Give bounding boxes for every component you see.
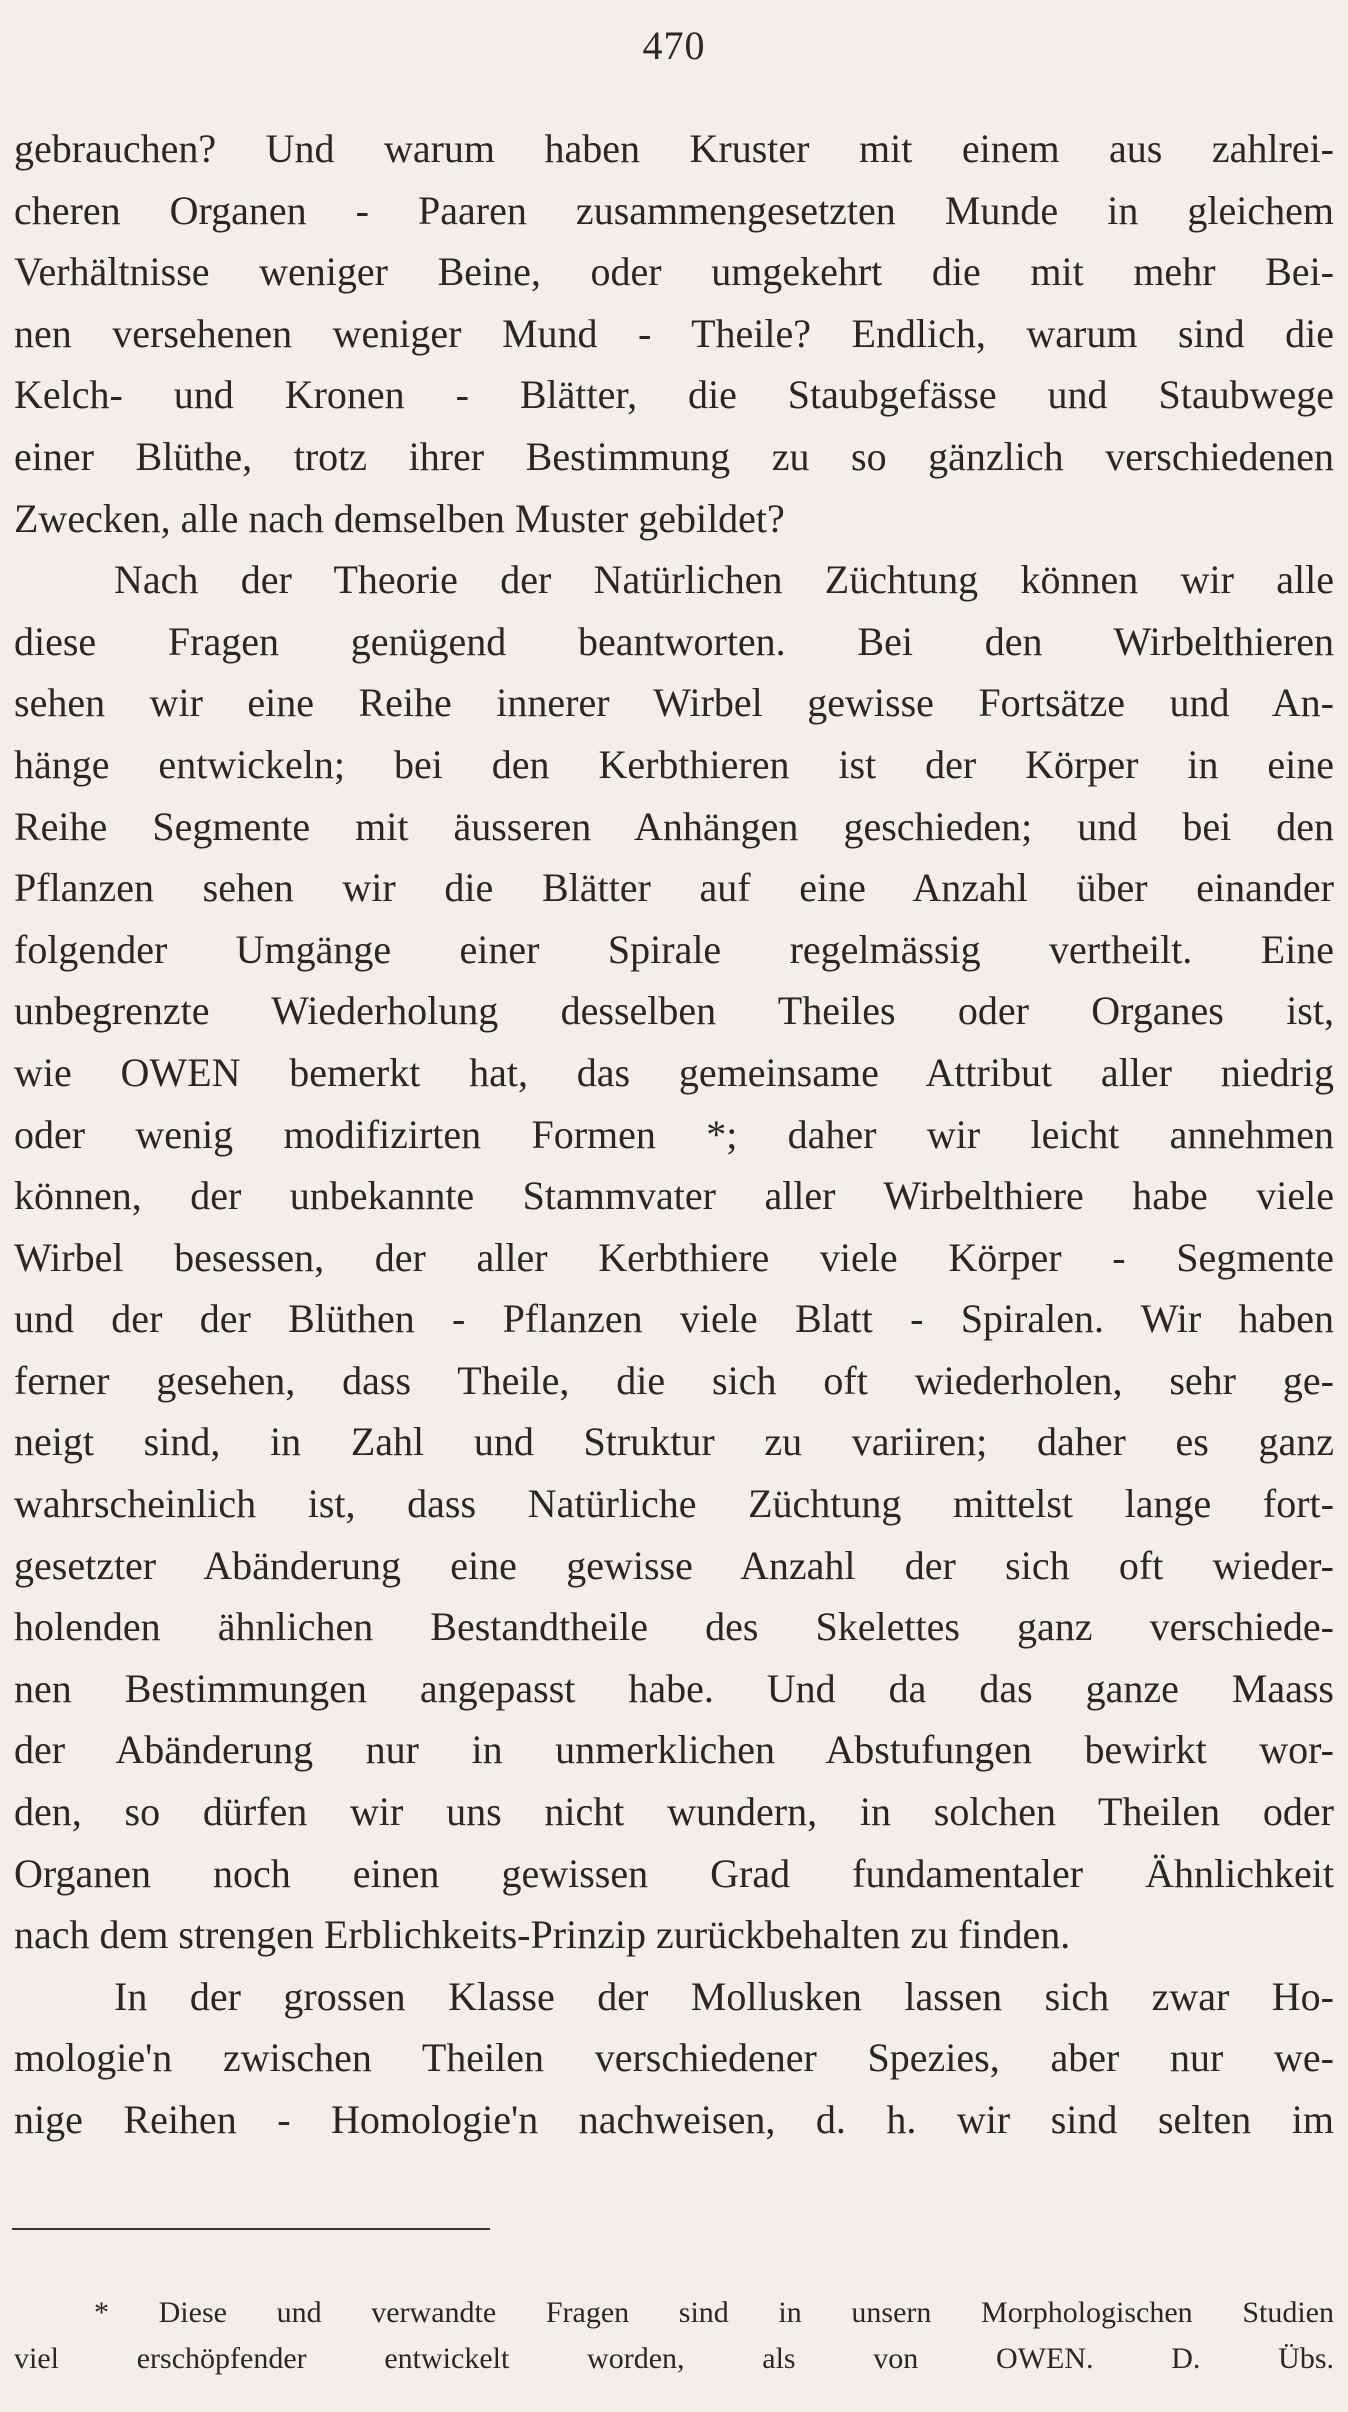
body-text [14,118,1334,2151]
text-line: den, so dürfen wir uns nicht wundern, in solchen Theilen oder [14,1789,1334,1835]
text-line: der Abänderung nur in unmerklichen Abstufungen bewirkt wor- [14,1727,1334,1773]
text-line: folgender Umgänge einer Spirale regelmässig vertheilt. Eine [14,926,1334,972]
text-line: gesetzter Abänderung eine gewisse Anzahl der sich oft wieder- [14,1542,1334,1588]
text-line: unbegrenzte Wiederholung desselben Theiles oder Organes ist, [14,988,1334,1034]
text-line: Verhältnisse weniger Beine, oder umgekehrt die mit mehr Bei- [14,249,1334,295]
text-line: holenden ähnlichen Bestandtheile des Skelettes ganz verschiede- [14,1604,1334,1650]
paragraph-start-line: Nach der Theorie der Natürlichen Züchtung können wir alle [114,557,1334,603]
text-line: Wirbel besessen, der aller Kerbthiere viele Körper - Segmente [14,1234,1334,1280]
text-line: oder wenig modifizirten Formen *; daher wir leicht annehmen [14,1111,1334,1157]
page-number: 470 [642,23,706,68]
paragraph-start-line: In der grossen Klasse der Mollusken lassen sich zwar Ho- [114,1973,1334,2019]
text-line: ferner gesehen, dass Theile, die sich oft wiederholen, sehr ge- [14,1357,1334,1403]
text-line: diese Fragen genügend beantworten. Bei den Wirbelthieren [14,618,1334,664]
text-line: nige Reihen - Homologie'n nachweisen, d. h. wir sind selten im [14,2097,1334,2142]
text-line: Organen noch einen gewissen Grad fundamentaler Ähnlichkeit [14,1850,1334,1896]
text-line: wie OWEN bemerkt hat, das gemeinsame Attribut aller niedrig [14,1049,1334,1095]
text-line: cheren Organen - Paaren zusammengesetzten Munde in gleichem [14,187,1334,233]
text-line: nen versehenen weniger Mund - Theile? Endlich, warum sind die [14,310,1334,356]
text-line: neigt sind, in Zahl und Struktur zu variiren; daher es ganz [14,1419,1334,1465]
text-line: nach dem strengen Erblichkeits-Prinzip zurückbehalten zu finden. [14,1912,1071,1958]
text-line: gebrauchen? Und warum haben Kruster mit einem aus zahlrei- [14,126,1334,171]
text-line: können, der unbekannte Stammvater aller Wirbelthiere habe viele [14,1173,1334,1219]
text-line: Pflanzen sehen wir die Blätter auf eine Anzahl über einander [14,865,1334,911]
text-line: Kelch- und Kronen - Blätter, die Staubgefässe und Staubwege [14,372,1334,418]
text-line: und der der Blüthen - Pflanzen viele Blatt - Spiralen. Wir haben [14,1296,1334,1342]
text-line: sehen wir eine Reihe innerer Wirbel gewisse Fortsätze und An- [14,680,1334,726]
text-line: wahrscheinlich ist, dass Natürliche Züchtung mittelst lange fort- [14,1481,1334,1527]
text-line: hänge entwickeln; bei den Kerbthieren ist der Körper in eine [14,741,1334,787]
text-line: einer Blüthe, trotz ihrer Bestimmung zu so gänzlich verschiedenen [14,433,1334,479]
text-line: nen Bestimmungen angepasst habe. Und da das ganze Maass [14,1665,1334,1711]
text-line: Zwecken, alle nach demselben Muster gebildet? [14,495,785,541]
footnote-line: * Diese und verwandte Fragen sind in unsern Morphologischen Studien [94,2296,1334,2329]
footnote-divider [12,2228,490,2230]
footnote-line: viel erschöpfender entwickelt worden, als von OWEN. D. Übs. [14,2342,1334,2375]
footnote [14,2290,1334,2382]
text-line: mologie'n zwischen Theilen verschiedener Spezies, aber nur we- [14,2035,1334,2081]
text-line: Reihe Segmente mit äusseren Anhängen geschieden; und bei den [14,803,1334,849]
